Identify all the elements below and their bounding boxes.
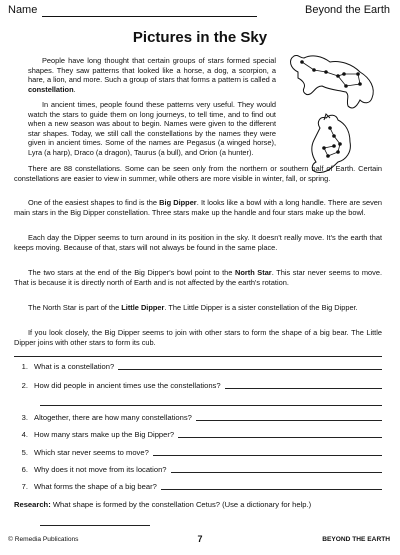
footer-unit-title: BEYOND THE EARTH — [322, 536, 390, 543]
paragraph-3: There are 88 constellations. Some can be seen only from the northern or southern half of Earth. Certain constellations are easier to view in summer, while others are more visible in winter, fall, or spring. — [14, 164, 382, 183]
question-6: 6. Why does it not move from its location? — [14, 465, 382, 475]
question-2: 2. How did people in ancient times use the constellations? — [14, 381, 382, 391]
page-number: 7 — [197, 534, 203, 544]
paragraph-8: If you look closely, the Big Dipper seems to join with other stars to form the shape of a big bear. The Little Dipper joins with other stars to form its cub. — [14, 328, 382, 347]
question-4: 4. How many stars make up the Big Dipper? — [14, 430, 382, 440]
unit-title: Beyond the Earth — [304, 4, 390, 16]
name-label: Name — [8, 4, 38, 16]
paragraph-7: The North Star is part of the Little Dipper. The Little Dipper is a sister constellation of the Big Dipper. — [28, 303, 358, 312]
paragraph-6: The two stars at the end of the Big Dipper's bowl point to the North Star. This star never seems to move. That is because it is directly north of Earth and is not affected by the earth's rotation. — [14, 268, 382, 287]
question-7: 7. What forms the shape of a big bear? — [14, 482, 382, 492]
research-answer-field[interactable] — [40, 525, 150, 526]
publisher-credit: © Remedia Publications — [8, 536, 79, 543]
question-1: 1. What is a constellation? — [14, 362, 382, 372]
research-prompt: Research: What shape is formed by the constellation Cetus? (Use a dictionary for help.) — [14, 500, 312, 509]
answer-7-field[interactable] — [161, 489, 382, 490]
question-3: 3. Altogether, there are how many constellations? — [14, 413, 382, 423]
page-title: Pictures in the Sky — [132, 29, 268, 46]
answer-6-field[interactable] — [171, 472, 382, 473]
answer-2-extra-line[interactable] — [40, 405, 382, 406]
answer-2-field[interactable] — [225, 388, 382, 389]
paragraph-4: One of the easiest shapes to find is the Big Dipper. It looks like a bowl with a long handle. There are seven main stars in the Big Dipper constellation. Three stars make up the handle and four stars make up the bowl. — [14, 198, 382, 217]
paragraph-2-text: In ancient times, people found these patterns very useful. They would watch the stars to guide them on long journeys, to tell time, and to find out when a new season was about to begin. Names were given to the different star shapes. Today, we still call the constellations by the names they were given in ancient times. Some of the names are Pegasus (a winged horse), Lyra (a harp), Draco (a dragon), Taurus (a bull), and Orion (a hunter). — [28, 100, 276, 157]
paragraph-5: Each day the Dipper seems to turn around in its position in the sky. It doesn't really move. It's the earth that keeps moving. Because of that, stars will not always be found in the same place. — [14, 233, 382, 252]
answer-5-field[interactable] — [153, 455, 382, 456]
section-divider — [14, 356, 382, 357]
paragraph-1: People have long thought that certain groups of stars formed special shapes. They saw patterns that looked like a horse, a dog, a scorpion, a hare, a lion, and more. Such a group of stars that forms a pattern is called a constellation. — [28, 56, 276, 94]
answer-4-field[interactable] — [178, 437, 382, 438]
answer-1-field[interactable] — [118, 369, 382, 370]
answer-3-field[interactable] — [196, 420, 382, 421]
question-5: 5. Which star never seems to move? — [14, 448, 382, 458]
name-field[interactable] — [42, 16, 257, 17]
paragraph-2a — [28, 100, 276, 157]
